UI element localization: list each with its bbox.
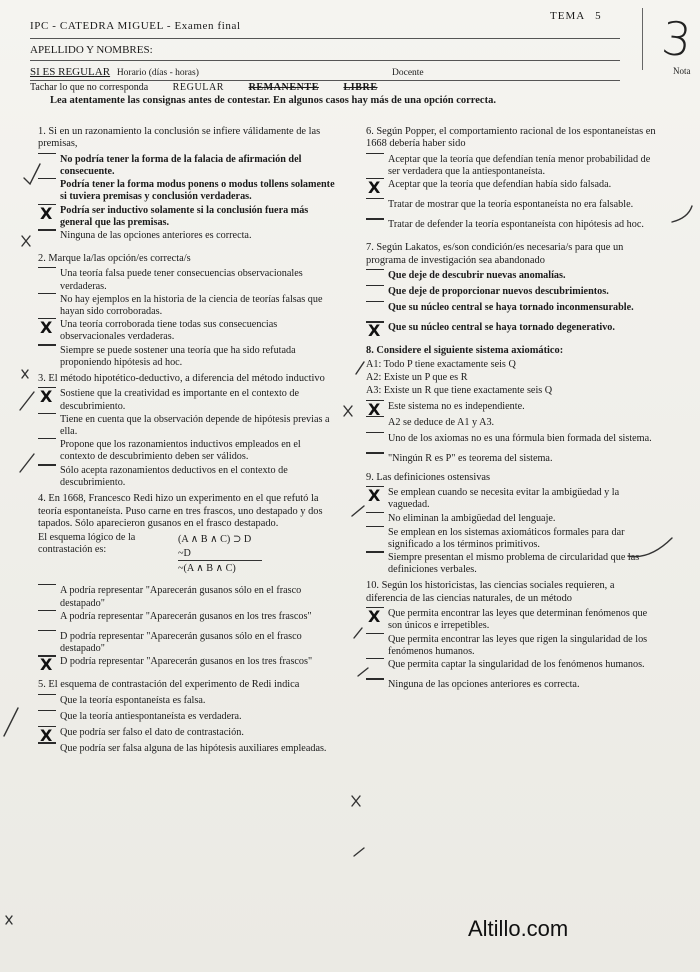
checkbox[interactable] [366, 416, 384, 417]
checkbox[interactable] [366, 678, 384, 680]
option-text: Sólo acepta razonamientos deductivos en el contexto de descubrimiento. [60, 464, 288, 488]
regular-row [30, 66, 199, 78]
checkbox[interactable] [366, 658, 384, 659]
check-mark-icon [20, 392, 34, 410]
question-text: 1. Si en un razonamiento la conclusión se infiere válidamente de las premisas, [38, 126, 321, 150]
option-text: Tratar de mostrar que la teoría espontaneísta no era falsable. [388, 199, 634, 211]
option[interactable] [38, 318, 338, 343]
question-1 [38, 126, 338, 249]
option-text: Ninguna de las opciones anteriores es correcta. [60, 230, 252, 242]
checkbox-checked[interactable] [366, 321, 384, 323]
option[interactable] [38, 464, 338, 489]
option[interactable] [366, 321, 656, 341]
question-text: 3. El método hipotético-deductivo, a diferencia del método inductivo [38, 373, 325, 385]
option[interactable] [38, 293, 338, 318]
option-text: Que podría ser falsa alguna de las hipótesis auxiliares empleadas. [60, 742, 327, 754]
checkbox[interactable] [38, 153, 56, 154]
cross-mark-icon [6, 916, 12, 924]
horario-label: Horario (días - horas) [116, 68, 199, 78]
option[interactable] [366, 285, 656, 301]
axiom-list [366, 359, 656, 397]
checkbox[interactable] [38, 610, 56, 611]
question-10 [366, 580, 656, 694]
check-mark-icon [20, 454, 34, 472]
checkbox-checked[interactable] [366, 607, 384, 608]
checkbox[interactable] [366, 269, 384, 270]
option[interactable] [38, 229, 338, 249]
option[interactable] [366, 486, 656, 511]
checkbox[interactable] [366, 301, 384, 302]
option-text: Podría ser inductivo solamente si la conclusión fuera más general que las premisas. [60, 204, 309, 228]
status-regular: REGULAR [172, 82, 225, 93]
question-8 [366, 345, 656, 468]
cross-mark-icon [22, 236, 30, 246]
right-column [366, 126, 656, 698]
option[interactable] [38, 726, 338, 742]
tachar-row [30, 82, 378, 93]
option[interactable] [38, 413, 338, 438]
option[interactable] [366, 153, 656, 178]
option[interactable] [38, 630, 338, 655]
option[interactable] [366, 526, 656, 551]
checkbox-checked[interactable] [366, 178, 384, 179]
checkbox[interactable] [38, 229, 56, 231]
check-mark-icon [354, 848, 364, 856]
question-text: 4. En 1668, Francesco Redi hizo un experimento en el que refutó la teoría espontaneísta. Puso carne en tres frascos, uno destapado y dos tapados. Sólo aparecieron gusanos en el frasco destapado. [38, 493, 323, 529]
option[interactable] [38, 655, 338, 675]
option[interactable] [366, 658, 656, 678]
question-text: 5. El esquema de contrastación del experimento de Redi indica [38, 679, 300, 691]
option[interactable] [38, 178, 338, 203]
checkbox-checked[interactable] [366, 400, 384, 401]
checkbox-checked[interactable] [38, 318, 56, 319]
option-text: No podría tener la forma de la falacia de afirmación del consecuente. [60, 153, 302, 178]
option-text: Propone que los razonamientos inductivos empleados en el contexto de descubrimiento deben ser válidos. [60, 439, 301, 463]
formula-negation: ~D [178, 548, 191, 560]
checkbox[interactable] [38, 630, 56, 631]
cross-mark-icon [352, 796, 360, 806]
institution-title: IPC - CATEDRA MIGUEL - Examen final [30, 20, 241, 32]
option-text: Siempre presentan el mismo problema de circularidad que las definiciones verbales. [388, 552, 640, 576]
checkbox[interactable] [366, 512, 384, 513]
option[interactable] [366, 432, 656, 452]
apellido-label: APELLIDO Y NOMBRES: [30, 44, 153, 56]
checkbox[interactable] [38, 413, 56, 414]
checkbox[interactable] [38, 694, 56, 695]
checkbox[interactable] [38, 438, 56, 439]
question-2 [38, 253, 338, 369]
docente-label: Docente [392, 68, 424, 78]
option[interactable] [38, 387, 338, 412]
cross-mark-icon [344, 406, 352, 416]
option-text: Siempre se puede sostener una teoría que ha sido refutada proponiendo hipótesis ad hoc. [60, 344, 296, 368]
check-mark-icon [4, 708, 18, 736]
formula-premise: (A ∧ B ∧ C) ⊃ D [178, 534, 252, 546]
axiom-2: A2: Existe un P que es R [366, 372, 468, 384]
option-text: Podría tener la forma modus ponens o modus tollens solamente si tuviera premisas y conclusión verdaderas. [60, 179, 335, 203]
option[interactable] [38, 742, 338, 762]
formula-block [38, 532, 338, 584]
question-3 [38, 373, 338, 489]
option-text: Tratar de defender la teoría espontaneísta con hipótesis ad hoc. [388, 219, 644, 231]
nota-label: Nota [673, 66, 691, 76]
question-text: 2. Marque la/las opción/es correcta/s [38, 253, 191, 265]
schema-label: El esquema lógico de la contrastación es: [38, 532, 136, 556]
axiom-1: A1: Todo P tiene exactamente seis Q [366, 359, 516, 371]
option[interactable] [366, 512, 656, 526]
formula-conclusion: ~(A ∧ B ∧ C) [178, 563, 236, 575]
option-text: Se emplean cuando se necesita evitar la ambigüedad y la vaguedad. [388, 487, 620, 511]
tema-label: TEMA 5 [550, 10, 602, 22]
checkbox[interactable] [366, 285, 384, 286]
checkbox[interactable] [38, 742, 56, 744]
watermark: Altillo.com [468, 916, 569, 941]
option-text: Que permita encontrar las leyes que rigen la singularidad de los fenómenos humanos. [388, 633, 648, 657]
option[interactable] [366, 301, 656, 321]
checkbox[interactable] [366, 452, 384, 454]
checkbox[interactable] [366, 526, 384, 527]
option-text: Sostiene que la creatividad es importante en el contexto de descubrimiento. [60, 388, 300, 412]
checkbox-checked[interactable] [366, 486, 384, 487]
check-mark-icon [672, 206, 692, 222]
checkbox[interactable] [38, 710, 56, 711]
option-text: "Ningún R es P" es teorema del sistema. [388, 452, 553, 464]
question-text: 9. Las definiciones ostensivas [366, 471, 491, 483]
option[interactable] [38, 153, 338, 178]
question-6 [366, 126, 656, 238]
option-text: Que su núcleo central se haya tornado degenerativo. [388, 322, 615, 334]
option-text: Se emplean en los sistemas axiomáticos formales para dar significado a los términos primitivos. [388, 526, 625, 550]
option-text: Aceptar que la teoría que defendían tenía menor probabilidad de ser verdadera que la antiespontaneísta. [388, 153, 651, 178]
status-libre: LIBRE [343, 82, 378, 93]
checkbox-checked[interactable] [38, 204, 56, 205]
option-text: D podría representar "Aparecerán gusanos en los tres frascos" [60, 656, 313, 668]
option[interactable] [366, 269, 656, 285]
option-text: A podría representar "Aparecerán gusanos sólo en el frasco destapado" [60, 585, 302, 609]
left-column [38, 126, 338, 766]
option-text: Que su núcleo central se haya tornado inconmensurable. [388, 302, 634, 314]
option[interactable] [366, 198, 656, 218]
question-text: 6. Según Popper, el comportamiento racional de los espontaneístas en 1668 debería haber sido [366, 126, 656, 150]
option[interactable] [366, 416, 656, 432]
question-text: 7. Según Lakatos, es/son condición/es necesaria/s para que un programa de investigación sea abandonado [366, 242, 624, 266]
option[interactable] [366, 633, 656, 658]
option-text: Ninguna de las opciones anteriores es correcta. [388, 679, 580, 691]
option-text: Tiene en cuenta que la observación depende de hipótesis previas a ella. [60, 413, 330, 438]
tachar-label: Tachar lo que no corresponda [30, 82, 149, 93]
option[interactable] [38, 204, 338, 229]
option-text: Que la teoría espontaneísta es falsa. [60, 694, 206, 706]
regular-label: SI ES REGULAR [30, 66, 111, 78]
instructions: Lea atentamente las consignas antes de contestar. En algunos casos hay más de una opción correcta. [50, 95, 496, 106]
checkbox[interactable] [38, 344, 56, 346]
option-text: Uno de los axiomas no es una fórmula bien formada del sistema. [388, 432, 652, 444]
check-mark-icon [352, 506, 364, 516]
option[interactable] [366, 607, 656, 632]
option[interactable] [38, 710, 338, 726]
checkbox[interactable] [38, 293, 56, 294]
option[interactable] [366, 400, 656, 416]
check-mark-icon [356, 362, 364, 374]
checkbox[interactable] [366, 198, 384, 199]
option[interactable] [38, 267, 338, 292]
checkbox-checked[interactable] [38, 387, 56, 388]
option-text: Este sistema no es independiente. [388, 400, 525, 412]
checkbox[interactable] [366, 551, 384, 553]
checkbox[interactable] [38, 267, 56, 268]
option[interactable] [38, 438, 338, 463]
question-7 [366, 242, 656, 341]
question-9 [366, 472, 656, 577]
option-text: D podría representar "Aparecerán gusanos sólo en el frasco destapado" [60, 630, 302, 654]
option[interactable] [38, 344, 338, 369]
checkbox-checked[interactable] [38, 655, 56, 657]
check-mark-icon [354, 628, 362, 638]
option-text: A podría representar "Aparecerán gusanos en los tres frascos" [60, 610, 312, 622]
option[interactable] [366, 678, 656, 694]
option-text: Que permita captar la singularidad de los fenómenos humanos. [388, 659, 645, 671]
checkbox[interactable] [38, 464, 56, 466]
option-text: Que deje de descubrir nuevas anomalías. [388, 270, 566, 282]
option[interactable] [366, 551, 656, 576]
question-4 [38, 493, 338, 675]
option[interactable] [38, 694, 338, 710]
checkbox[interactable] [38, 584, 56, 585]
option-text: Que podría ser falso el dato de contrastación. [60, 726, 244, 738]
option[interactable] [366, 178, 656, 198]
option-text: Que deje de proporcionar nuevos descubrimientos. [388, 286, 609, 298]
option-text: Una teoría falsa puede tener consecuencias observacionales verdaderas. [60, 268, 303, 292]
option[interactable] [366, 452, 656, 468]
checkbox[interactable] [38, 178, 56, 179]
question-text: 10. Según los historicistas, las ciencias sociales requieren, a diferencia de las ciencias naturales, de un método [366, 580, 615, 604]
checkbox[interactable] [366, 218, 384, 220]
tema-number: 5 [595, 10, 602, 22]
checkbox[interactable] [366, 432, 384, 433]
option-text: Una teoría corroborada tiene todas sus consecuencias observacionales verdaderas. [60, 319, 278, 343]
option-text: Que permita encontrar las leyes que determinan fenómenos que son únicos e irrepetibles. [388, 608, 648, 632]
axiom-3: A3: Existe un R que tiene exactamente seis Q [366, 385, 553, 397]
question-5 [38, 679, 338, 761]
checkbox-checked[interactable] [38, 726, 56, 727]
cross-mark-icon [22, 370, 28, 378]
option-text: A2 se deduce de A1 y A3. [388, 416, 495, 428]
option-text: No hay ejemplos en la historia de la ciencia de teorías falsas que hayan sido corroboradas. [60, 293, 323, 318]
option[interactable] [38, 584, 338, 609]
option[interactable] [38, 610, 338, 630]
grade-value: 3 [659, 10, 695, 68]
checkbox[interactable] [366, 153, 384, 154]
option[interactable] [366, 218, 656, 238]
option-text: No eliminan la ambigüedad del lenguaje. [388, 512, 556, 524]
checkbox[interactable] [366, 633, 384, 634]
option-text: Aceptar que la teoría que defendían había sido falsada. [388, 179, 612, 191]
status-remanente: REMANENTE [248, 82, 319, 93]
question-text: 8. Considere el siguiente sistema axiomático: [366, 345, 564, 357]
option-text: Que la teoría antiespontaneísta es verdadera. [60, 710, 242, 722]
